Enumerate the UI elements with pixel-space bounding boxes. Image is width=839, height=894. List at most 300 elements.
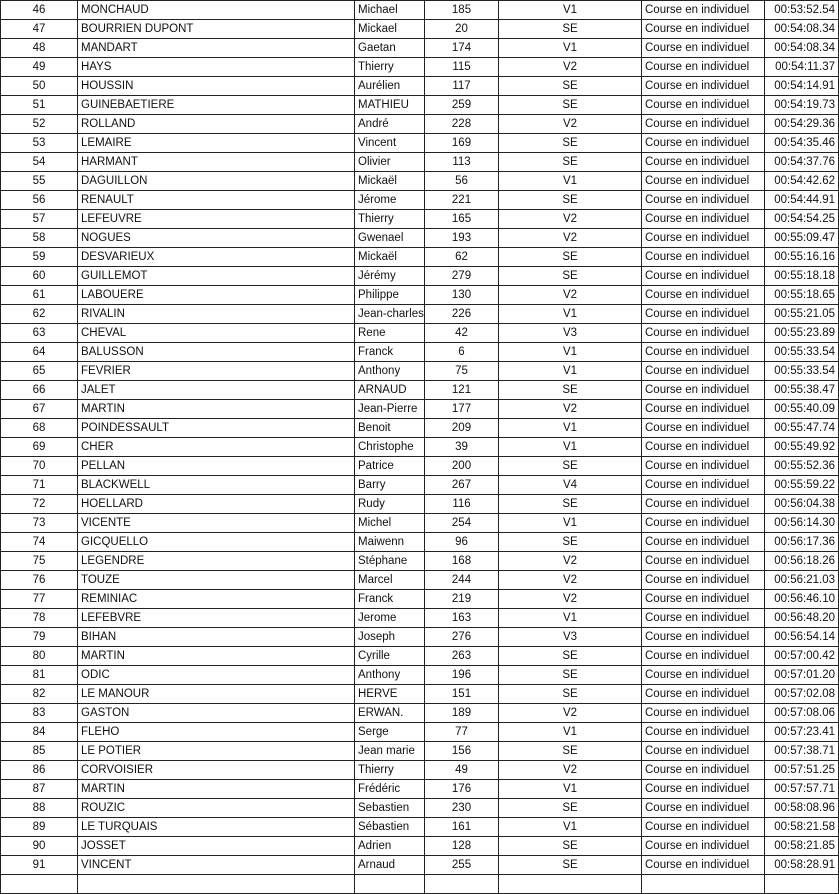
- firstname-cell: Mickaël: [355, 248, 425, 267]
- time-cell: 00:54:29.36: [765, 115, 839, 134]
- rank-cell: 53: [1, 134, 78, 153]
- race-type-cell: Course en individuel: [642, 96, 765, 115]
- time-cell: 00:56:14.30: [765, 514, 839, 533]
- lastname-cell: GASTON: [78, 704, 355, 723]
- time-cell: 00:57:01.20: [765, 666, 839, 685]
- time-cell: 00:58:08.96: [765, 799, 839, 818]
- lastname-cell: LEMAIRE: [78, 134, 355, 153]
- time-cell: 00:57:08.06: [765, 704, 839, 723]
- bib-cell: 77: [425, 723, 499, 742]
- lastname-cell: CORVOISIER: [78, 761, 355, 780]
- bib-cell: 244: [425, 571, 499, 590]
- rank-cell: 49: [1, 58, 78, 77]
- empty-cell: [642, 875, 765, 894]
- category-cell: V1: [499, 723, 642, 742]
- rank-cell: 57: [1, 210, 78, 229]
- firstname-cell: Olivier: [355, 153, 425, 172]
- time-cell: 00:55:21.05: [765, 305, 839, 324]
- time-cell: 00:57:02.08: [765, 685, 839, 704]
- rank-cell: 69: [1, 438, 78, 457]
- time-cell: 00:56:04.38: [765, 495, 839, 514]
- bib-cell: 56: [425, 172, 499, 191]
- rank-cell: 75: [1, 552, 78, 571]
- race-type-cell: Course en individuel: [642, 837, 765, 856]
- firstname-cell: Jérome: [355, 191, 425, 210]
- table-row: [1, 457, 839, 476]
- table-row: [1, 134, 839, 153]
- lastname-cell: RENAULT: [78, 191, 355, 210]
- rank-cell: 51: [1, 96, 78, 115]
- race-type-cell: Course en individuel: [642, 1, 765, 20]
- bib-cell: 39: [425, 438, 499, 457]
- time-cell: 00:57:23.41: [765, 723, 839, 742]
- rank-cell: 70: [1, 457, 78, 476]
- time-cell: 00:56:46.10: [765, 590, 839, 609]
- firstname-cell: Cyrille: [355, 647, 425, 666]
- time-cell: 00:58:21.85: [765, 837, 839, 856]
- table-row: [1, 533, 839, 552]
- rank-cell: 46: [1, 1, 78, 20]
- race-type-cell: Course en individuel: [642, 191, 765, 210]
- firstname-cell: Sébastien: [355, 818, 425, 837]
- bib-cell: 200: [425, 457, 499, 476]
- lastname-cell: VICENTE: [78, 514, 355, 533]
- race-type-cell: Course en individuel: [642, 343, 765, 362]
- table-row: [1, 628, 839, 647]
- table-row: [1, 77, 839, 96]
- race-type-cell: Course en individuel: [642, 609, 765, 628]
- rank-cell: 52: [1, 115, 78, 134]
- rank-cell: 61: [1, 286, 78, 305]
- firstname-cell: Arnaud: [355, 856, 425, 875]
- table-row: [1, 476, 839, 495]
- rank-cell: 84: [1, 723, 78, 742]
- lastname-cell: LEGENDRE: [78, 552, 355, 571]
- bib-cell: 209: [425, 419, 499, 438]
- race-type-cell: Course en individuel: [642, 856, 765, 875]
- race-type-cell: Course en individuel: [642, 267, 765, 286]
- table-row: [1, 590, 839, 609]
- firstname-cell: Adrien: [355, 837, 425, 856]
- lastname-cell: BLACKWELL: [78, 476, 355, 495]
- table-row: [1, 609, 839, 628]
- rank-cell: 78: [1, 609, 78, 628]
- table-row: [1, 210, 839, 229]
- race-type-cell: Course en individuel: [642, 20, 765, 39]
- bib-cell: 228: [425, 115, 499, 134]
- time-cell: 00:56:48.20: [765, 609, 839, 628]
- race-type-cell: Course en individuel: [642, 571, 765, 590]
- firstname-cell: ARNAUD: [355, 381, 425, 400]
- category-cell: SE: [499, 96, 642, 115]
- lastname-cell: DAGUILLON: [78, 172, 355, 191]
- race-type-cell: Course en individuel: [642, 134, 765, 153]
- lastname-cell: ROUZIC: [78, 799, 355, 818]
- time-cell: 00:55:49.92: [765, 438, 839, 457]
- table-row: [1, 153, 839, 172]
- bib-cell: 276: [425, 628, 499, 647]
- rank-cell: 67: [1, 400, 78, 419]
- lastname-cell: ROLLAND: [78, 115, 355, 134]
- table-row: [1, 704, 839, 723]
- time-cell: 00:55:33.54: [765, 362, 839, 381]
- firstname-cell: Stéphane: [355, 552, 425, 571]
- race-type-cell: Course en individuel: [642, 799, 765, 818]
- category-cell: V1: [499, 172, 642, 191]
- bib-cell: 165: [425, 210, 499, 229]
- category-cell: V2: [499, 400, 642, 419]
- lastname-cell: HAYS: [78, 58, 355, 77]
- lastname-cell: CHER: [78, 438, 355, 457]
- firstname-cell: Philippe: [355, 286, 425, 305]
- firstname-cell: Jérémy: [355, 267, 425, 286]
- race-type-cell: Course en individuel: [642, 685, 765, 704]
- time-cell: 00:55:59.22: [765, 476, 839, 495]
- race-type-cell: Course en individuel: [642, 742, 765, 761]
- firstname-cell: Serge: [355, 723, 425, 742]
- time-cell: 00:56:54.14: [765, 628, 839, 647]
- rank-cell: 79: [1, 628, 78, 647]
- time-cell: 00:54:19.73: [765, 96, 839, 115]
- rank-cell: 55: [1, 172, 78, 191]
- firstname-cell: Joseph: [355, 628, 425, 647]
- table-row: [1, 647, 839, 666]
- bib-cell: 279: [425, 267, 499, 286]
- category-cell: V2: [499, 210, 642, 229]
- category-cell: V1: [499, 362, 642, 381]
- time-cell: 00:54:42.62: [765, 172, 839, 191]
- category-cell: SE: [499, 856, 642, 875]
- time-cell: 00:56:17.36: [765, 533, 839, 552]
- firstname-cell: Thierry: [355, 210, 425, 229]
- rank-cell: 90: [1, 837, 78, 856]
- firstname-cell: MATHIEU: [355, 96, 425, 115]
- category-cell: V3: [499, 628, 642, 647]
- firstname-cell: André: [355, 115, 425, 134]
- table-row: [1, 58, 839, 77]
- race-type-cell: Course en individuel: [642, 704, 765, 723]
- table-row: [1, 856, 839, 875]
- empty-cell: [499, 875, 642, 894]
- lastname-cell: JOSSET: [78, 837, 355, 856]
- table-row: [1, 837, 839, 856]
- empty-cell: [1, 875, 78, 894]
- lastname-cell: PELLAN: [78, 457, 355, 476]
- race-type-cell: Course en individuel: [642, 39, 765, 58]
- category-cell: SE: [499, 153, 642, 172]
- lastname-cell: BALUSSON: [78, 343, 355, 362]
- firstname-cell: Patrice: [355, 457, 425, 476]
- table-row: [1, 742, 839, 761]
- bib-cell: 49: [425, 761, 499, 780]
- time-cell: 00:57:00.42: [765, 647, 839, 666]
- time-cell: 00:57:57.71: [765, 780, 839, 799]
- category-cell: SE: [499, 191, 642, 210]
- bib-cell: 121: [425, 381, 499, 400]
- table-row-partial: [1, 875, 839, 894]
- table-row: [1, 495, 839, 514]
- category-cell: SE: [499, 248, 642, 267]
- lastname-cell: JALET: [78, 381, 355, 400]
- category-cell: SE: [499, 533, 642, 552]
- rank-cell: 77: [1, 590, 78, 609]
- rank-cell: 71: [1, 476, 78, 495]
- results-body: [1, 1, 839, 894]
- table-row: [1, 324, 839, 343]
- firstname-cell: Franck: [355, 343, 425, 362]
- race-type-cell: Course en individuel: [642, 495, 765, 514]
- rank-cell: 82: [1, 685, 78, 704]
- category-cell: V2: [499, 590, 642, 609]
- category-cell: V2: [499, 58, 642, 77]
- firstname-cell: HERVE: [355, 685, 425, 704]
- race-type-cell: Course en individuel: [642, 229, 765, 248]
- table-row: [1, 666, 839, 685]
- lastname-cell: LEFEUVRE: [78, 210, 355, 229]
- table-row: [1, 286, 839, 305]
- bib-cell: 20: [425, 20, 499, 39]
- race-type-cell: Course en individuel: [642, 210, 765, 229]
- rank-cell: 56: [1, 191, 78, 210]
- category-cell: SE: [499, 647, 642, 666]
- category-cell: SE: [499, 457, 642, 476]
- firstname-cell: Franck: [355, 590, 425, 609]
- bib-cell: 116: [425, 495, 499, 514]
- rank-cell: 58: [1, 229, 78, 248]
- race-type-cell: Course en individuel: [642, 153, 765, 172]
- bib-cell: 219: [425, 590, 499, 609]
- race-type-cell: Course en individuel: [642, 115, 765, 134]
- time-cell: 00:54:54.25: [765, 210, 839, 229]
- table-row: [1, 191, 839, 210]
- lastname-cell: HOUSSIN: [78, 77, 355, 96]
- race-type-cell: Course en individuel: [642, 400, 765, 419]
- bib-cell: 193: [425, 229, 499, 248]
- rank-cell: 59: [1, 248, 78, 267]
- bib-cell: 115: [425, 58, 499, 77]
- race-type-cell: Course en individuel: [642, 761, 765, 780]
- category-cell: SE: [499, 134, 642, 153]
- category-cell: V2: [499, 571, 642, 590]
- category-cell: V2: [499, 115, 642, 134]
- category-cell: V2: [499, 704, 642, 723]
- time-cell: 00:54:37.76: [765, 153, 839, 172]
- firstname-cell: Michel: [355, 514, 425, 533]
- table-row: [1, 248, 839, 267]
- bib-cell: 196: [425, 666, 499, 685]
- category-cell: V1: [499, 1, 642, 20]
- time-cell: 00:56:21.03: [765, 571, 839, 590]
- empty-cell: [78, 875, 355, 894]
- race-type-cell: Course en individuel: [642, 476, 765, 495]
- race-type-cell: Course en individuel: [642, 324, 765, 343]
- race-type-cell: Course en individuel: [642, 647, 765, 666]
- bib-cell: 177: [425, 400, 499, 419]
- bib-cell: 185: [425, 1, 499, 20]
- bib-cell: 254: [425, 514, 499, 533]
- lastname-cell: HARMANT: [78, 153, 355, 172]
- category-cell: V1: [499, 609, 642, 628]
- time-cell: 00:53:52.54: [765, 1, 839, 20]
- time-cell: 00:55:18.65: [765, 286, 839, 305]
- category-cell: SE: [499, 799, 642, 818]
- bib-cell: 161: [425, 818, 499, 837]
- bib-cell: 259: [425, 96, 499, 115]
- category-cell: V1: [499, 780, 642, 799]
- bib-cell: 163: [425, 609, 499, 628]
- bib-cell: 221: [425, 191, 499, 210]
- race-type-cell: Course en individuel: [642, 77, 765, 96]
- table-row: [1, 96, 839, 115]
- category-cell: SE: [499, 685, 642, 704]
- lastname-cell: LABOUERE: [78, 286, 355, 305]
- lastname-cell: LEFEBVRE: [78, 609, 355, 628]
- table-row: [1, 799, 839, 818]
- bib-cell: 263: [425, 647, 499, 666]
- race-type-cell: Course en individuel: [642, 723, 765, 742]
- category-cell: V1: [499, 305, 642, 324]
- category-cell: V2: [499, 229, 642, 248]
- category-cell: V3: [499, 324, 642, 343]
- firstname-cell: Jean marie: [355, 742, 425, 761]
- bib-cell: 189: [425, 704, 499, 723]
- lastname-cell: FEVRIER: [78, 362, 355, 381]
- bib-cell: 42: [425, 324, 499, 343]
- category-cell: SE: [499, 495, 642, 514]
- table-row: [1, 761, 839, 780]
- firstname-cell: Jean-Pierre: [355, 400, 425, 419]
- table-row: [1, 343, 839, 362]
- table-row: [1, 400, 839, 419]
- time-cell: 00:58:28.91: [765, 856, 839, 875]
- bib-cell: 174: [425, 39, 499, 58]
- race-type-cell: Course en individuel: [642, 419, 765, 438]
- lastname-cell: DESVARIEUX: [78, 248, 355, 267]
- empty-cell: [425, 875, 499, 894]
- firstname-cell: Jerome: [355, 609, 425, 628]
- empty-cell: [765, 875, 839, 894]
- table-row: [1, 438, 839, 457]
- time-cell: 00:56:18.26: [765, 552, 839, 571]
- lastname-cell: MONCHAUD: [78, 1, 355, 20]
- lastname-cell: BOURRIEN DUPONT: [78, 20, 355, 39]
- category-cell: SE: [499, 381, 642, 400]
- category-cell: V1: [499, 514, 642, 533]
- firstname-cell: Vincent: [355, 134, 425, 153]
- rank-cell: 60: [1, 267, 78, 286]
- time-cell: 00:54:08.34: [765, 20, 839, 39]
- rank-cell: 68: [1, 419, 78, 438]
- lastname-cell: MARTIN: [78, 780, 355, 799]
- category-cell: SE: [499, 666, 642, 685]
- rank-cell: 73: [1, 514, 78, 533]
- rank-cell: 83: [1, 704, 78, 723]
- time-cell: 00:55:09.47: [765, 229, 839, 248]
- bib-cell: 75: [425, 362, 499, 381]
- firstname-cell: ERWAN.: [355, 704, 425, 723]
- table-row: [1, 39, 839, 58]
- bib-cell: 169: [425, 134, 499, 153]
- lastname-cell: RIVALIN: [78, 305, 355, 324]
- category-cell: V1: [499, 438, 642, 457]
- bib-cell: 130: [425, 286, 499, 305]
- category-cell: SE: [499, 837, 642, 856]
- category-cell: SE: [499, 742, 642, 761]
- time-cell: 00:55:18.18: [765, 267, 839, 286]
- race-type-cell: Course en individuel: [642, 666, 765, 685]
- bib-cell: 255: [425, 856, 499, 875]
- race-type-cell: Course en individuel: [642, 533, 765, 552]
- firstname-cell: Mickael: [355, 20, 425, 39]
- category-cell: V1: [499, 343, 642, 362]
- race-type-cell: Course en individuel: [642, 362, 765, 381]
- time-cell: 00:54:08.34: [765, 39, 839, 58]
- rank-cell: 72: [1, 495, 78, 514]
- table-row: [1, 362, 839, 381]
- rank-cell: 74: [1, 533, 78, 552]
- firstname-cell: Thierry: [355, 58, 425, 77]
- race-type-cell: Course en individuel: [642, 514, 765, 533]
- firstname-cell: Christophe: [355, 438, 425, 457]
- race-type-cell: Course en individuel: [642, 552, 765, 571]
- table-row: [1, 381, 839, 400]
- time-cell: 00:57:51.25: [765, 761, 839, 780]
- bib-cell: 62: [425, 248, 499, 267]
- firstname-cell: Rene: [355, 324, 425, 343]
- table-row: [1, 552, 839, 571]
- race-type-cell: Course en individuel: [642, 172, 765, 191]
- rank-cell: 87: [1, 780, 78, 799]
- firstname-cell: Sebastien: [355, 799, 425, 818]
- time-cell: 00:55:40.09: [765, 400, 839, 419]
- bib-cell: 113: [425, 153, 499, 172]
- race-type-cell: Course en individuel: [642, 248, 765, 267]
- empty-cell: [355, 875, 425, 894]
- table-row: [1, 267, 839, 286]
- firstname-cell: Mickaël: [355, 172, 425, 191]
- time-cell: 00:55:38.47: [765, 381, 839, 400]
- rank-cell: 47: [1, 20, 78, 39]
- race-type-cell: Course en individuel: [642, 58, 765, 77]
- time-cell: 00:55:52.36: [765, 457, 839, 476]
- table-row: [1, 723, 839, 742]
- race-type-cell: Course en individuel: [642, 780, 765, 799]
- rank-cell: 88: [1, 799, 78, 818]
- bib-cell: 267: [425, 476, 499, 495]
- lastname-cell: GICQUELLO: [78, 533, 355, 552]
- lastname-cell: GUINEBAETIERE: [78, 96, 355, 115]
- category-cell: V2: [499, 286, 642, 305]
- firstname-cell: Anthony: [355, 362, 425, 381]
- firstname-cell: Frédéric: [355, 780, 425, 799]
- lastname-cell: LE TURQUAIS: [78, 818, 355, 837]
- firstname-cell: Anthony: [355, 666, 425, 685]
- rank-cell: 63: [1, 324, 78, 343]
- lastname-cell: TOUZE: [78, 571, 355, 590]
- lastname-cell: MARTIN: [78, 647, 355, 666]
- lastname-cell: NOGUES: [78, 229, 355, 248]
- category-cell: V1: [499, 818, 642, 837]
- rank-cell: 76: [1, 571, 78, 590]
- race-type-cell: Course en individuel: [642, 286, 765, 305]
- rank-cell: 89: [1, 818, 78, 837]
- race-type-cell: Course en individuel: [642, 438, 765, 457]
- table-row: [1, 514, 839, 533]
- table-row: [1, 305, 839, 324]
- rank-cell: 64: [1, 343, 78, 362]
- table-row: [1, 818, 839, 837]
- firstname-cell: Maiwenn: [355, 533, 425, 552]
